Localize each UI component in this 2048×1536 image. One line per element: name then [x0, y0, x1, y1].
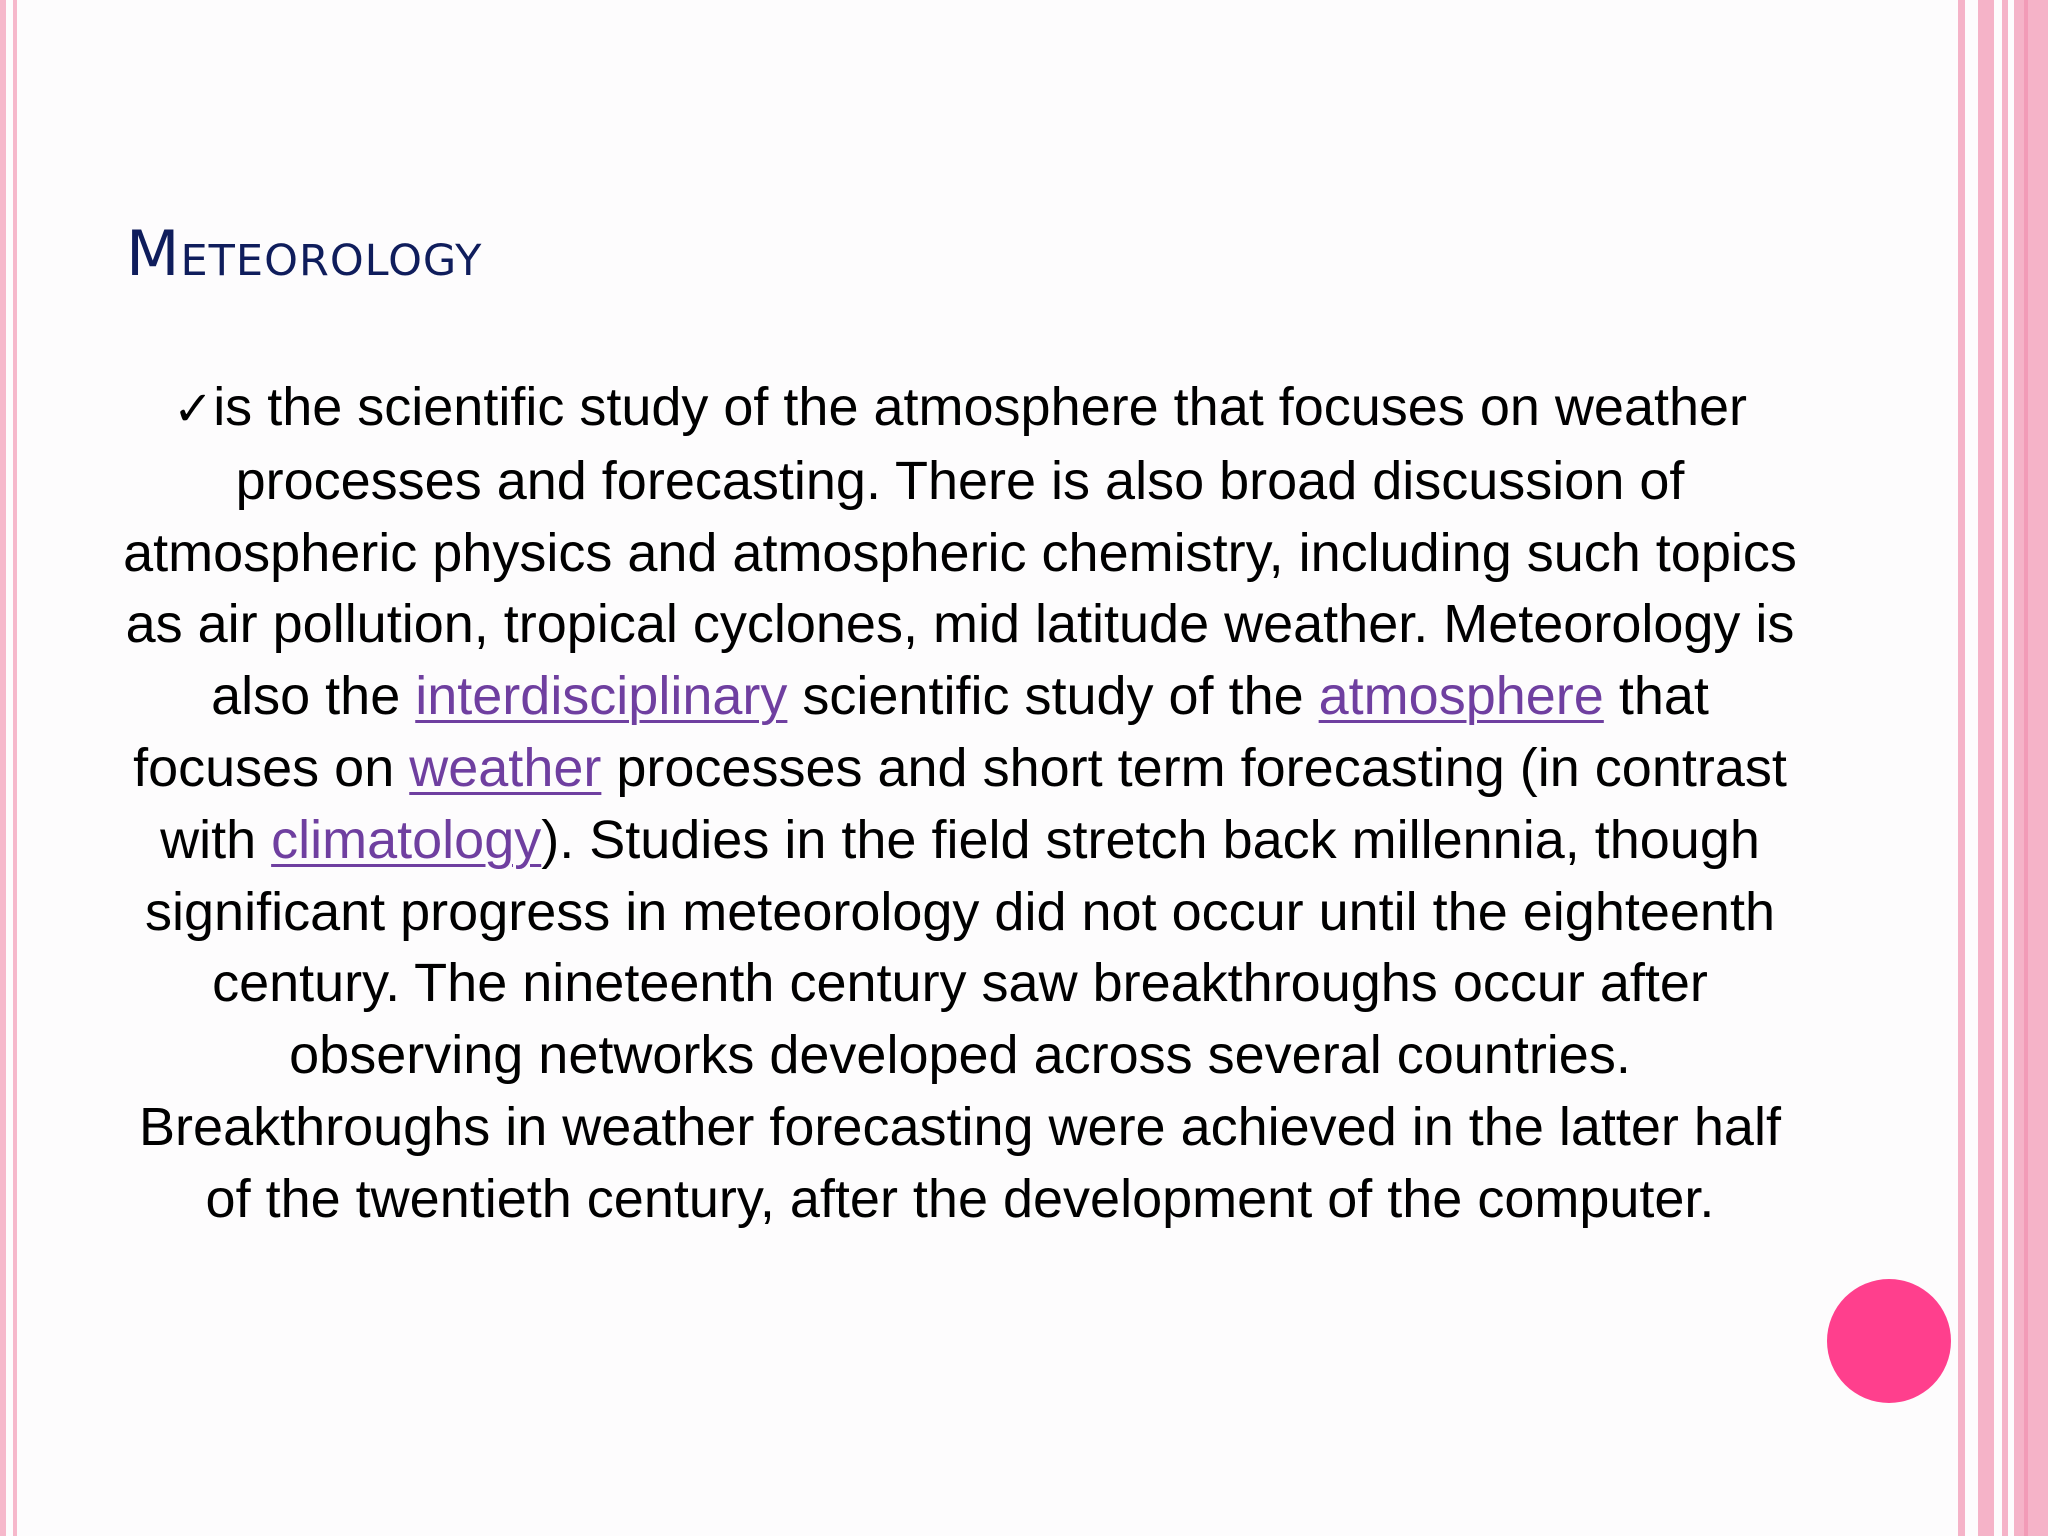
- body-text: processes and short term forecasting (in contrast with: [160, 737, 1787, 870]
- decorative-pink-dot: [1827, 1279, 1951, 1403]
- right-border-stripe: [2024, 0, 2028, 1536]
- link-atmosphere[interactable]: atmosphere: [1318, 666, 1604, 727]
- body-text: scientific study of the: [787, 666, 1319, 727]
- right-border-stripe: [2014, 0, 2048, 1536]
- checkmark-icon: ✓: [172, 381, 214, 437]
- body-text: is the scientific study of the atmosphere that focuses on weather processes and forecasting. There is also broad discussion of atmospheric physics and atmospheric chemistry, including such topics as air pollution, tropical cyclones, mid latitude weather. Meteorology is also the: [123, 377, 1797, 727]
- link-interdisciplinary[interactable]: interdisciplinary: [415, 666, 788, 727]
- right-border-stripe: [1978, 0, 1994, 1536]
- left-border-line-inner: [13, 0, 17, 1536]
- slide-title: Meteorology: [126, 217, 483, 290]
- link-climatology[interactable]: climatology: [271, 809, 542, 870]
- right-border-stripe: [1958, 0, 1965, 1536]
- body-paragraph: [120, 372, 1800, 1236]
- body-text: that focuses on: [133, 666, 1709, 798]
- left-border-line-outer: [0, 0, 6, 1536]
- link-weather[interactable]: weather: [409, 737, 602, 798]
- right-border-stripe: [2002, 0, 2008, 1536]
- body-text: ). Studies in the field stretch back millennia, though significant progress in meteorology did not occur until the eighteenth century. The nineteenth century saw breakthroughs occur after observing networks developed across several countries. Breakthroughs in weather forecasting were achieved in the latter half of the twentieth century, after the development of the computer.: [139, 809, 1781, 1229]
